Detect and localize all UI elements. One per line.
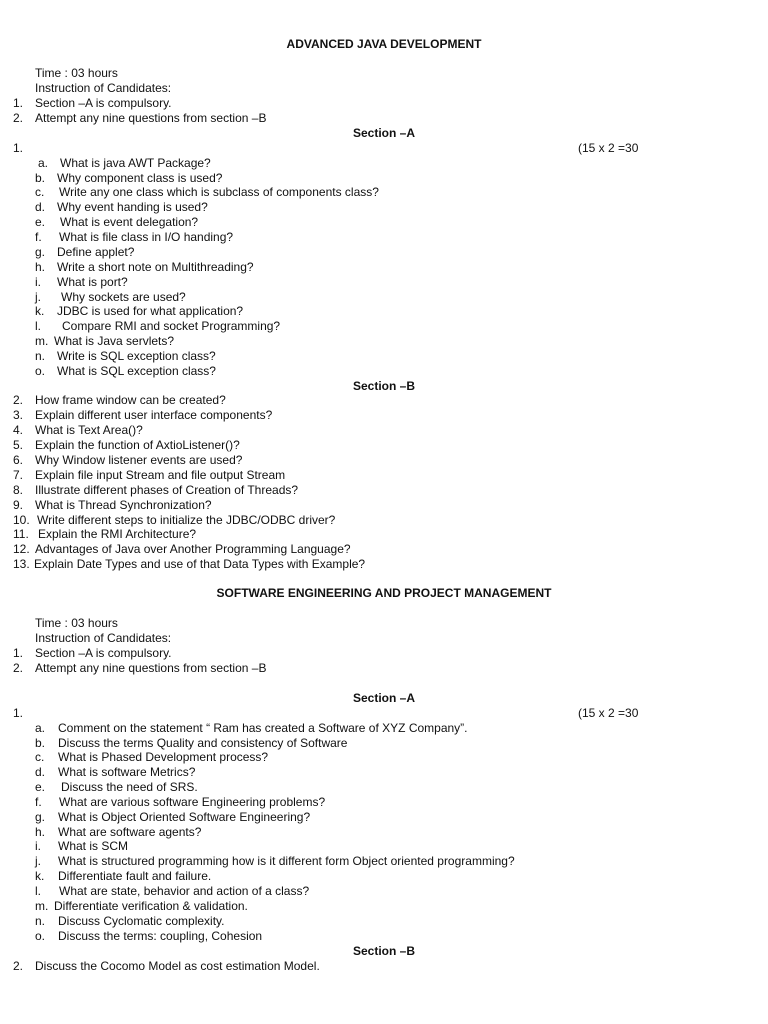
- item-text: Explain different user interface components?: [35, 408, 273, 422]
- instruction-number: 2.: [13, 661, 24, 675]
- item-number: 2.: [13, 959, 24, 973]
- item-text: Advantages of Java over Another Programming Language?: [35, 542, 351, 556]
- item-number: 4.: [13, 423, 24, 437]
- paper1-instruction-heading: Instruction of Candidates:: [35, 81, 172, 95]
- item-text: What are software agents?: [58, 825, 202, 839]
- paper2-title: SOFTWARE ENGINEERING AND PROJECT MANAGEMENT: [216, 586, 552, 600]
- item-number: 3.: [13, 408, 24, 422]
- item-text: Illustrate different phases of Creation of Threads?: [35, 483, 299, 497]
- paper2-time: Time : 03 hours: [35, 616, 118, 630]
- list-item: [13, 408, 273, 423]
- list-item: [35, 200, 208, 215]
- item-number: 6.: [13, 453, 24, 467]
- item-number: 2.: [13, 393, 24, 407]
- item-letter: o.: [35, 929, 46, 943]
- list-item: [35, 319, 281, 334]
- list-item: [13, 498, 212, 513]
- item-letter: g.: [35, 245, 46, 259]
- item-text: Explain Date Types and use of that Data Types with Example?: [34, 557, 366, 571]
- list-item: [13, 513, 336, 528]
- paper2-question-1-number: 1.: [13, 706, 24, 720]
- list-item: [35, 245, 135, 260]
- list-item: [35, 825, 202, 840]
- item-letter: k.: [35, 869, 45, 883]
- list-item: [35, 290, 186, 305]
- list-item: [35, 736, 348, 751]
- list-item: [13, 468, 286, 483]
- item-number: 8.: [13, 483, 24, 497]
- list-item: [13, 438, 240, 453]
- item-text: Write is SQL exception class?: [57, 349, 216, 363]
- list-item: [35, 230, 234, 245]
- instruction-text: Section –A is compulsory.: [35, 96, 172, 110]
- item-text: Define applet?: [57, 245, 135, 259]
- instruction-text: Attempt any nine questions from section –B: [35, 661, 267, 675]
- item-letter: e.: [35, 780, 46, 794]
- item-number: 12.: [13, 542, 30, 556]
- item-letter: f.: [35, 795, 42, 809]
- item-text: What is SCM: [58, 839, 129, 853]
- list-item: [35, 795, 326, 810]
- item-number: 5.: [13, 438, 24, 452]
- list-item: [35, 869, 212, 884]
- item-letter: l.: [35, 319, 41, 333]
- item-text: What is SQL exception class?: [57, 364, 216, 378]
- item-letter: b.: [35, 171, 46, 185]
- item-text: What is port?: [57, 275, 128, 289]
- list-item: [13, 423, 143, 438]
- item-letter: i.: [35, 275, 41, 289]
- item-text: Differentiate fault and failure.: [58, 869, 212, 883]
- item-text: What is Text Area()?: [35, 423, 143, 437]
- list-item: [35, 810, 311, 825]
- item-letter: n.: [35, 349, 46, 363]
- list-item: [35, 349, 216, 364]
- item-text: Why Window listener events are used?: [35, 453, 243, 467]
- list-item: [13, 557, 366, 572]
- item-text: Write different steps to initialize the JDBC/ODBC driver?: [37, 513, 336, 527]
- list-item: [35, 765, 196, 780]
- item-text: Explain file input Stream and file output Stream: [35, 468, 286, 482]
- list-item: [35, 884, 310, 899]
- item-letter: b.: [35, 736, 46, 750]
- paper2-section-a-marks: (15 x 2 =30: [578, 706, 639, 720]
- list-item: [35, 185, 379, 200]
- paper2-instruction-heading: Instruction of Candidates:: [35, 631, 172, 645]
- paper1-section-b-heading: Section –B: [352, 379, 415, 393]
- list-item: [35, 914, 225, 929]
- item-letter: d.: [35, 200, 46, 214]
- item-text: What is file class in I/O handing?: [59, 230, 234, 244]
- item-letter: f.: [35, 230, 42, 244]
- list-item: [13, 542, 351, 557]
- item-text: Why event handing is used?: [57, 200, 208, 214]
- item-text: What is Thread Synchronization?: [35, 498, 212, 512]
- list-item: [35, 364, 216, 379]
- paper2-section-a-heading: Section –A: [352, 691, 415, 705]
- item-text: Compare RMI and socket Programming?: [62, 319, 281, 333]
- list-item: [35, 334, 175, 349]
- item-text: Why sockets are used?: [61, 290, 186, 304]
- list-item: [35, 899, 248, 914]
- item-text: Why component class is used?: [57, 171, 223, 185]
- item-text: Write a short note on Multithreading?: [57, 260, 254, 274]
- item-text: JDBC is used for what application?: [57, 304, 244, 318]
- item-text: What is software Metrics?: [58, 765, 196, 779]
- item-number: 11.: [13, 527, 29, 541]
- item-text: Discuss the Cocomo Model as cost estimation Model.: [35, 959, 320, 973]
- item-text: Explain the function of AxtioListener()?: [35, 438, 240, 452]
- paper2-section-b-heading: Section –B: [352, 944, 415, 958]
- instruction-number: 2.: [13, 111, 24, 125]
- item-text: Discuss the terms Quality and consistency of Software: [58, 736, 348, 750]
- item-text: What is Java servlets?: [54, 334, 175, 348]
- list-item: [35, 215, 199, 230]
- list-item: [13, 959, 320, 974]
- list-item: [13, 393, 226, 408]
- item-text: What is structured programming how is it different form Object oriented programming?: [58, 854, 515, 868]
- list-item: [35, 929, 263, 944]
- item-letter: a.: [38, 156, 49, 170]
- list-item: [35, 721, 468, 736]
- list-item: [35, 750, 269, 765]
- item-letter: o.: [35, 364, 46, 378]
- item-letter: m.: [35, 334, 49, 348]
- item-text: Explain the RMI Architecture?: [38, 527, 197, 541]
- list-item: [35, 854, 515, 869]
- item-text: What are state, behavior and action of a class?: [59, 884, 310, 898]
- instruction-text: Attempt any nine questions from section –B: [35, 111, 267, 125]
- list-item: [35, 275, 128, 290]
- item-number: 9.: [13, 498, 24, 512]
- item-letter: e.: [35, 215, 46, 229]
- item-text: Comment on the statement “ Ram has created a Software of XYZ Company”.: [58, 721, 468, 735]
- item-number: 13.: [13, 557, 30, 571]
- list-item: [13, 483, 299, 498]
- item-text: How frame window can be created?: [35, 393, 226, 407]
- item-text: Write any one class which is subclass of components class?: [59, 185, 379, 199]
- list-item: [35, 839, 129, 854]
- item-number: 7.: [13, 468, 24, 482]
- list-item: [35, 260, 254, 275]
- paper1-section-a-marks: (15 x 2 =30: [578, 141, 639, 155]
- paper1-section-a-heading: Section –A: [352, 126, 415, 140]
- instruction-number: 1.: [13, 646, 24, 660]
- paper1-question-1-number: 1.: [13, 141, 24, 155]
- item-letter: i.: [35, 839, 41, 853]
- item-letter: c.: [35, 185, 45, 199]
- item-letter: h.: [35, 825, 46, 839]
- item-letter: c.: [35, 750, 45, 764]
- item-text: What is Object Oriented Software Engineering?: [58, 810, 311, 824]
- item-text: Discuss Cyclomatic complexity.: [58, 914, 225, 928]
- item-letter: l.: [35, 884, 41, 898]
- item-text: What is Phased Development process?: [58, 750, 269, 764]
- list-item: [35, 780, 198, 795]
- paper1-time: Time : 03 hours: [35, 66, 118, 80]
- list-item: [13, 527, 197, 542]
- list-item: [13, 453, 243, 468]
- item-text: What is java AWT Package?: [60, 156, 211, 170]
- list-item: [38, 156, 211, 171]
- instruction-number: 1.: [13, 96, 24, 110]
- item-letter: m.: [35, 899, 49, 913]
- item-text: Discuss the terms: coupling, Cohesion: [58, 929, 263, 943]
- item-letter: k.: [35, 304, 45, 318]
- item-letter: j.: [35, 290, 41, 304]
- paper1-title: ADVANCED JAVA DEVELOPMENT: [286, 37, 482, 51]
- item-letter: d.: [35, 765, 46, 779]
- item-letter: j.: [35, 854, 41, 868]
- item-text: Differentiate verification & validation.: [54, 899, 248, 913]
- item-text: What are various software Engineering problems?: [59, 795, 326, 809]
- item-number: 10.: [13, 513, 30, 527]
- list-item: [35, 304, 244, 319]
- item-letter: n.: [35, 914, 46, 928]
- item-letter: a.: [35, 721, 46, 735]
- instruction-text: Section –A is compulsory.: [35, 646, 172, 660]
- item-letter: h.: [35, 260, 46, 274]
- item-text: What is event delegation?: [60, 215, 199, 229]
- item-letter: g.: [35, 810, 46, 824]
- list-item: [35, 171, 223, 186]
- item-text: Discuss the need of SRS.: [61, 780, 198, 794]
